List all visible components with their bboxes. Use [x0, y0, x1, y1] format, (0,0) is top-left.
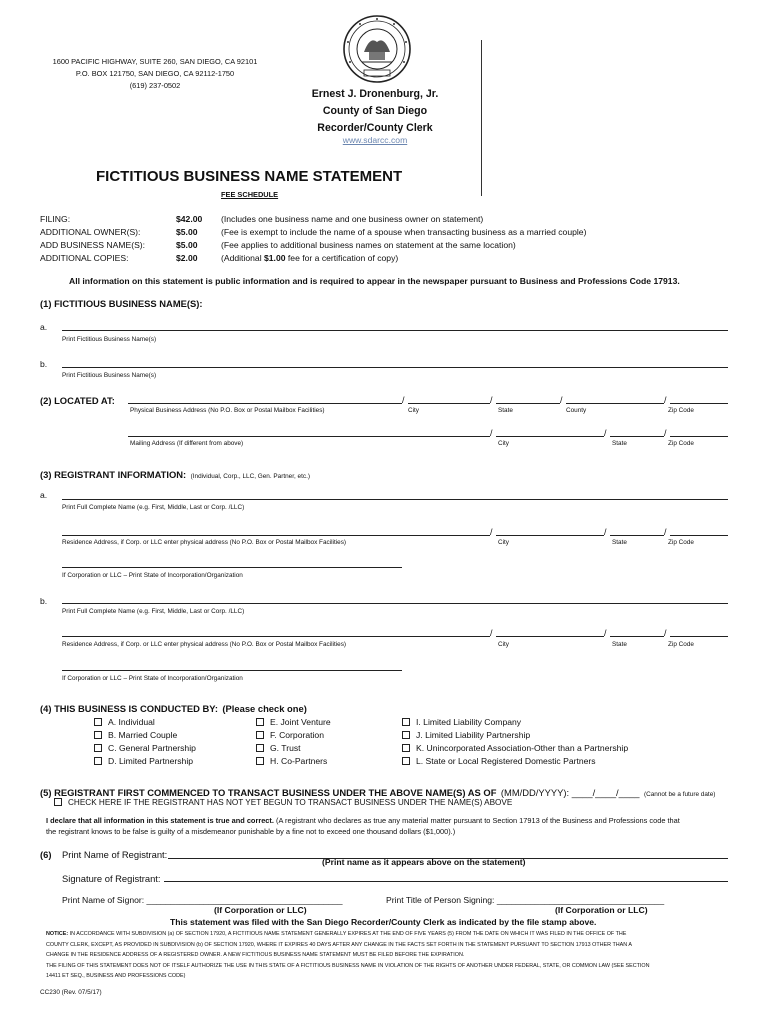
declaration — [46, 815, 680, 837]
option-label: E. Joint Venture — [270, 717, 331, 727]
registrant-b-incorp-field[interactable] — [62, 670, 402, 671]
section1-b-label: b. — [40, 359, 48, 369]
slash: / — [490, 527, 493, 537]
option-label: G. Trust — [270, 743, 301, 753]
declaration-bold: I declare that all information in this statement is true and correct. — [46, 816, 274, 825]
checkbox-icon[interactable] — [402, 744, 410, 752]
fee-schedule-heading: FEE SCHEDULE — [221, 190, 279, 199]
fee-note-copies-post: fee for a certification of copy) — [285, 253, 399, 263]
signature-label: Signature of Registrant: — [62, 873, 161, 884]
option-label: H. Co-Partners — [270, 756, 328, 766]
address-line1: 1600 PACIFIC HIGHWAY, SUITE 260, SAN DIEGO, CA 92101 — [52, 57, 258, 66]
option-l[interactable] — [402, 756, 596, 766]
slash: / — [664, 428, 667, 438]
notice-line1 — [46, 929, 650, 940]
notice — [46, 929, 650, 982]
fee-notes — [221, 213, 586, 265]
checkbox-icon[interactable] — [256, 744, 264, 752]
registrant-b-city-caption: City — [498, 641, 510, 648]
option-label: F. Corporation — [270, 730, 324, 740]
section3-heading-note: (Individual, Corp., LLC, Gen. Partner, etc.) — [190, 473, 310, 480]
option-label: I. Limited Liability Company — [416, 717, 522, 727]
checkbox-icon[interactable] — [94, 718, 102, 726]
declaration-rest: (A registrant who declares as true any material matter pursuant to Section 17913 of the Business and Professions code that — [273, 816, 680, 825]
physical-address-caption: Physical Business Address (No P.O. Box or Postal Mailbox Facilities) — [130, 407, 325, 414]
fee-amount-copies: $2.00 — [176, 253, 198, 263]
slash: / — [664, 628, 667, 638]
fee-label-owners: ADDITIONAL OWNER(S): — [40, 227, 141, 237]
notice-line5: 14411 ET SEQ., BUSINESS AND PROFESSIONS CODE) — [46, 973, 186, 979]
declaration-line1 — [46, 815, 680, 826]
office-name: Recorder/County Clerk — [317, 122, 433, 134]
mailing-address-caption: Mailing Address (If different from above) — [130, 440, 244, 447]
mailing-zip-caption: Zip Code — [668, 440, 694, 447]
phone-number: (619) 237-0502 — [129, 81, 181, 90]
address-line2: P.O. BOX 121750, SAN DIEGO, CA 92112-1750 — [75, 69, 235, 78]
option-e[interactable] — [256, 717, 331, 727]
fee-amount-names: $5.00 — [176, 240, 198, 250]
title-caption: (If Corporation or LLC) — [555, 905, 648, 915]
registrant-a-city-caption: City — [498, 539, 510, 546]
mailing-city-caption: City — [498, 440, 510, 447]
registrant-b-name-field[interactable] — [62, 603, 728, 604]
option-i[interactable] — [402, 717, 521, 727]
form-title: FICTITIOUS BUSINESS NAME STATEMENT — [96, 168, 403, 185]
not-yet-begun-label: CHECK HERE IF THE REGISTRANT HAS NOT YET BEGUN TO TRANSACT BUSINESS UNDER THE NAME(S) ABOVE — [68, 798, 513, 807]
option-d[interactable] — [94, 756, 193, 766]
website-wrap — [270, 135, 480, 145]
county-seal-icon — [340, 14, 414, 84]
option-label: D. Limited Partnership — [108, 756, 194, 766]
fee-label-filing: FILING: — [40, 214, 71, 224]
business-name-b-caption: Print Fictitious Business Name(s) — [62, 372, 157, 379]
fee-note-copies — [221, 252, 586, 265]
registrant-a-name-caption: Print Full Complete Name (e.g. First, Middle, Last or Corp. /LLC) — [62, 504, 245, 511]
option-h[interactable] — [256, 756, 327, 766]
slash: / — [664, 395, 667, 405]
business-name-a-field[interactable] — [62, 330, 728, 331]
checkbox-icon[interactable] — [256, 757, 264, 765]
fee-amounts — [176, 213, 202, 265]
slash: / — [604, 428, 607, 438]
registrant-a-city-field[interactable] — [496, 535, 604, 536]
fee-label-copies: ADDITIONAL COPIES: — [40, 253, 129, 263]
option-label: J. Limited Liability Partnership — [416, 730, 531, 740]
fee-note-copies-pre: (Additional — [221, 253, 264, 263]
physical-address-field[interactable] — [128, 403, 402, 404]
option-label: K. Unincorporated Association-Other than a Partnership — [416, 743, 629, 753]
registrant-a-state-field[interactable] — [610, 535, 664, 536]
physical-county-caption: County — [566, 407, 587, 414]
filed-statement: This statement was filed with the San Diego Recorder/County Clerk as indicated by the file stamp above. — [170, 917, 597, 927]
notice-line3: CHANGE IN THE RESIDENCE ADDRESS OF A REGISTERED OWNER. A NEW FICTITIOUS BUSINESS NAME STATEMENT MUST BE FILED BEFORE THE EXPIRATION. — [46, 952, 465, 958]
registrant-a-name-field[interactable] — [62, 499, 728, 500]
section5-future-note: (Cannot be a future date) — [643, 791, 716, 798]
form-id: CC230 (Rev. 07/5/17) — [40, 989, 102, 996]
section5-heading: (5) REGISTRANT FIRST COMMENCED TO TRANSACT BUSINESS UNDER THE ABOVE NAME(S) AS OF — [40, 787, 497, 798]
fee-label-names: ADD BUSINESS NAME(S): — [40, 240, 146, 250]
section3-heading-wrap — [40, 465, 310, 483]
registrant-b-incorp-caption: If Corporation or LLC – Print State of Incorporation/Organization — [62, 675, 243, 682]
physical-zip-caption: Zip Code — [668, 407, 694, 414]
not-yet-begun-option[interactable] — [54, 798, 512, 807]
registrant-a-zip-field[interactable] — [670, 535, 728, 536]
slash: / — [560, 395, 563, 405]
physical-state-field[interactable] — [496, 403, 560, 404]
mailing-address-field[interactable] — [128, 436, 490, 437]
checkbox-icon[interactable] — [256, 731, 264, 739]
registrant-b-city-field[interactable] — [496, 636, 604, 637]
checkbox-icon[interactable] — [54, 798, 62, 806]
mailing-city-field[interactable] — [496, 436, 604, 437]
registrant-b-zip-field[interactable] — [670, 636, 728, 637]
mailing-zip-field[interactable] — [670, 436, 728, 437]
fee-note-filing: (Includes one business name and one business owner on statement) — [221, 214, 484, 224]
checkbox-icon[interactable] — [94, 731, 102, 739]
registrant-a-state-caption: State — [612, 539, 627, 546]
section2-heading: (2) LOCATED AT: — [40, 395, 115, 406]
section5-date-field[interactable]: (MM/DD/YYYY): ____/____/____ — [500, 787, 640, 798]
registrant-a-zip-caption: Zip Code — [668, 539, 694, 546]
slash: / — [604, 628, 607, 638]
website-link[interactable]: www.sdarcc.com — [342, 135, 408, 145]
business-name-a-caption: Print Fictitious Business Name(s) — [62, 336, 157, 343]
declaration-line2: the registrant knows to be false is guilty of a misdemeanor punishable by a fine not to exceed one thousand dollars ($1,000).) — [46, 827, 456, 836]
notice-line4: THE FILING OF THIS STATEMENT DOES NOT OF ITSELF AUTHORIZE THE USE IN THIS STATE OF A FICTITIOUS BUSINESS NAME IN VIOLATION OF THE RIGHTS OF ANOTHER UNDER FEDERAL, STATE, OR COMMON LAW (SEE SECTION — [46, 962, 650, 969]
section1-a-label: a. — [40, 322, 48, 332]
physical-city-field[interactable] — [408, 403, 490, 404]
office-address — [40, 56, 270, 92]
registrant-a-incorp-field[interactable] — [62, 567, 402, 568]
section3-heading: (3) REGISTRANT INFORMATION: — [40, 469, 187, 480]
notice-line1-text: IN ACCORDANCE WITH SUBDIVISION (a) OF SECTION 17920, A FICTITIOUS NAME STATEMENT GENERALLY EXPIRES AT THE END OF FIVE YEARS (5) FROM THE DATE ON WHICH IT WAS FILED IN THE OFFICE OF THE — [68, 931, 627, 937]
signor-label[interactable]: Print Name of Signor: _________________________________________ — [62, 895, 343, 905]
county-name: County of San Diego — [322, 105, 428, 117]
notice-line2: COUNTY CLERK, EXCEPT, AS PROVIDED IN SUBDIVISION (b) OF SECTION 17920, WHERE IT EXPIRES 40 DAYS AFTER ANY CHANGE IN THE FACTS SET FORTH IN THE STATEMENT PURSUANT TO SECTION 17913 OTHER THAN A — [46, 941, 632, 948]
registrant-a-residence-field[interactable] — [62, 535, 490, 536]
slash: / — [490, 428, 493, 438]
fee-labels — [40, 213, 145, 265]
section4-heading: (4) THIS BUSINESS IS CONDUCTED BY: — [40, 703, 218, 714]
section4-heading-note: (Please check one) — [222, 703, 307, 714]
option-label: B. Married Couple — [108, 730, 178, 740]
signor-caption: (If Corporation or LLC) — [214, 905, 307, 915]
checkbox-icon[interactable] — [402, 731, 410, 739]
registrant-b-state-field[interactable] — [610, 636, 664, 637]
option-label: C. General Partnership — [108, 743, 196, 753]
option-b[interactable] — [94, 730, 177, 740]
slash: / — [402, 395, 405, 405]
checkbox-icon[interactable] — [94, 757, 102, 765]
fee-note-names: (Fee applies to additional business names on statement at the same location) — [221, 240, 516, 250]
section6-number: (6) — [40, 849, 52, 860]
registrant-a-incorp-caption: If Corporation or LLC – Print State of Incorporation/Organization — [62, 572, 243, 579]
slash: / — [490, 395, 493, 405]
physical-state-caption: State — [498, 407, 513, 414]
registrant-b-residence-field[interactable] — [62, 636, 490, 637]
checkbox-icon[interactable] — [94, 744, 102, 752]
fee-amount-owners: $5.00 — [176, 227, 198, 237]
fee-amount-filing: $42.00 — [176, 214, 203, 224]
slash: / — [664, 527, 667, 537]
print-name-caption: (Print name as it appears above on the statement) — [322, 857, 526, 867]
business-name-b-field[interactable] — [62, 367, 728, 368]
section3-a-label: a. — [40, 490, 48, 500]
option-j[interactable] — [402, 730, 530, 740]
section3-b-label: b. — [40, 596, 48, 606]
notice-label: NOTICE: — [46, 931, 69, 937]
option-g[interactable] — [256, 743, 301, 753]
checkbox-icon[interactable] — [402, 718, 410, 726]
title-label[interactable]: Print Title of Person Signing: ___________________________________ — [386, 895, 665, 905]
fee-note-owners: (Fee is exempt to include the name of a spouse when transacting business as a married couple) — [221, 227, 587, 237]
option-f[interactable] — [256, 730, 324, 740]
physical-city-caption: City — [408, 407, 420, 414]
checkbox-icon[interactable] — [256, 718, 264, 726]
physical-county-field[interactable] — [566, 403, 664, 404]
option-a[interactable] — [94, 717, 155, 727]
print-name-label: Print Name of Registrant: — [62, 849, 168, 860]
slash: / — [604, 527, 607, 537]
registrant-b-zip-caption: Zip Code — [668, 641, 694, 648]
official-name: Ernest J. Dronenburg, Jr. — [311, 88, 439, 100]
registrant-b-state-caption: State — [612, 641, 627, 648]
registrant-a-residence-caption: Residence Address, if Corp. or LLC enter physical address (No P.O. Box or Postal Mailbox Facilities) — [62, 539, 347, 546]
public-notice: All information on this statement is public information and is required to appear in the newspaper pursuant to Business and Professions Code 17913. — [69, 276, 680, 286]
option-label: A. Individual — [108, 717, 155, 727]
slash: / — [490, 628, 493, 638]
mailing-state-field[interactable] — [610, 436, 664, 437]
option-c[interactable] — [94, 743, 196, 753]
option-label: L. State or Local Registered Domestic Partners — [416, 756, 596, 766]
signature-field[interactable] — [164, 881, 728, 882]
header-divider — [481, 40, 482, 196]
section4-heading-wrap — [40, 699, 307, 717]
county-office-block — [270, 86, 480, 137]
physical-zip-field[interactable] — [670, 403, 728, 404]
section1-heading: (1) FICTITIOUS BUSINESS NAME(S): — [40, 298, 203, 309]
mailing-state-caption: State — [612, 440, 627, 447]
registrant-b-name-caption: Print Full Complete Name (e.g. First, Middle, Last or Corp. /LLC) — [62, 608, 245, 615]
checkbox-icon[interactable] — [402, 757, 410, 765]
registrant-b-residence-caption: Residence Address, if Corp. or LLC enter physical address (No P.O. Box or Postal Mailbox Facilities) — [62, 641, 347, 648]
fee-note-copies-bold: $1.00 — [264, 253, 286, 263]
option-k[interactable] — [402, 743, 628, 753]
